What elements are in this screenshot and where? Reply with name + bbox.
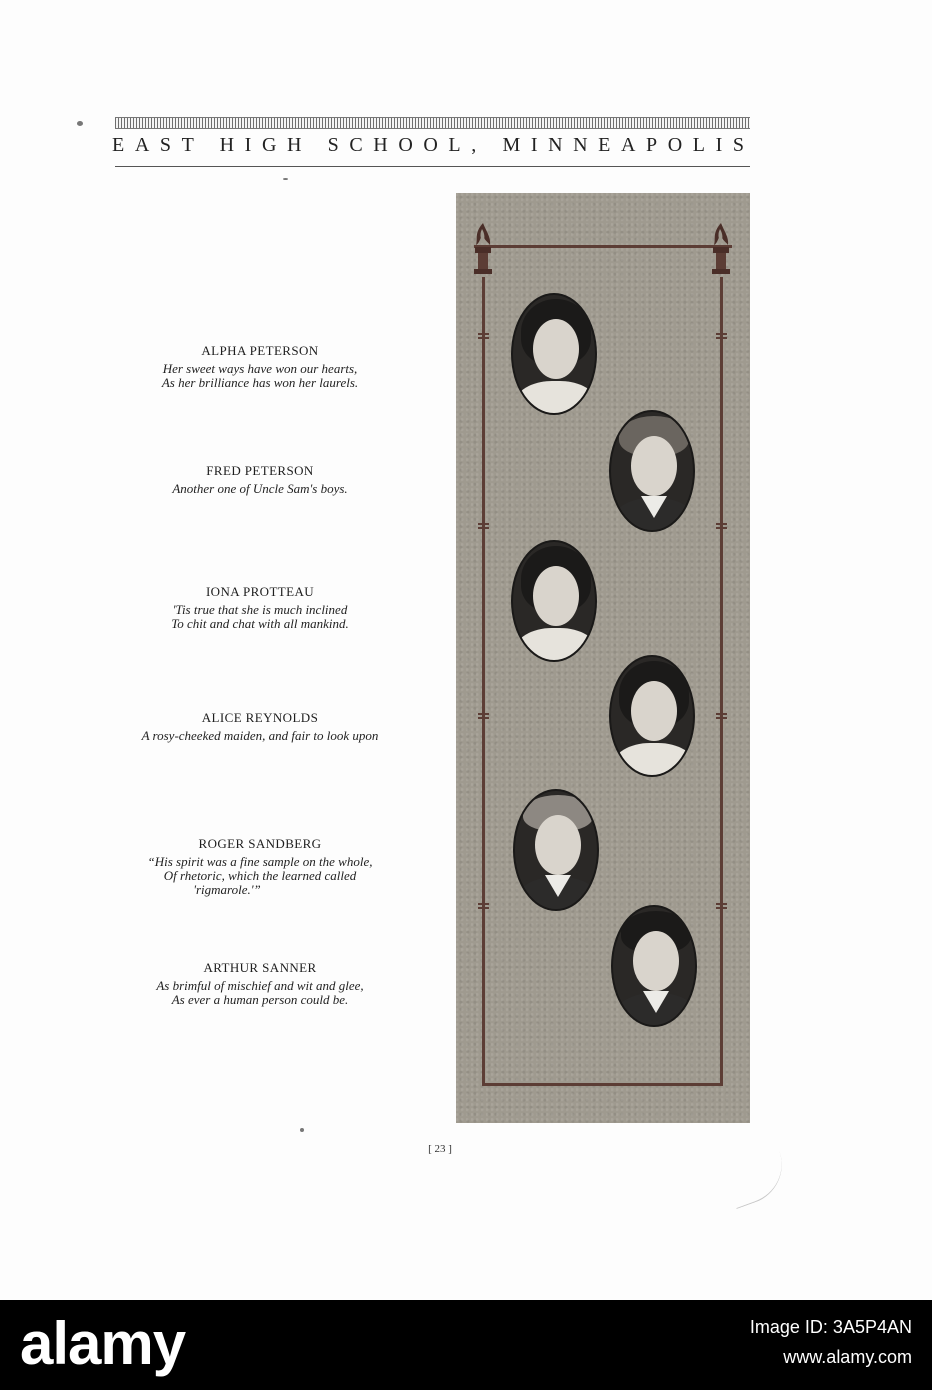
senior-verse bbox=[110, 729, 410, 743]
portrait-iona-protteau bbox=[511, 540, 597, 662]
ink-speck bbox=[300, 1128, 304, 1132]
frame-top-rule bbox=[474, 245, 732, 248]
verse-line: 'rigmarole.'” bbox=[193, 882, 261, 897]
frame-band bbox=[478, 333, 489, 339]
senior-verse bbox=[110, 855, 410, 897]
torch-icon bbox=[708, 221, 734, 275]
senior-name: IONA PROTTEAU bbox=[205, 584, 315, 599]
senior-name: ROGER SANDBERG bbox=[198, 836, 322, 851]
verse-line: 'Tis true that she is much inclined bbox=[172, 602, 348, 617]
senior-entry bbox=[110, 960, 410, 1007]
frame-bottom-rule bbox=[482, 1083, 723, 1086]
header-rule bbox=[115, 166, 750, 167]
portrait-body bbox=[515, 628, 597, 662]
verse-line: A rosy-cheeked maiden, and fair to look upon bbox=[141, 728, 379, 743]
frame-band bbox=[716, 713, 727, 719]
frame-band bbox=[478, 903, 489, 909]
frame-right-rule bbox=[720, 277, 723, 1083]
verse-line: Of rhetoric, which the learned called bbox=[163, 868, 357, 883]
portrait-fred-peterson bbox=[609, 410, 695, 532]
stock-watermark-banner bbox=[0, 1300, 932, 1390]
stock-url: www.alamy.com bbox=[783, 1347, 912, 1367]
running-head: EAST HIGH SCHOOL, MINNEAPOLIS bbox=[112, 134, 755, 156]
frame-band bbox=[478, 713, 489, 719]
frame-band bbox=[716, 903, 727, 909]
portrait-body bbox=[613, 743, 695, 777]
senior-entry bbox=[110, 710, 410, 743]
verse-line: Her sweet ways have won our hearts, bbox=[162, 361, 358, 376]
portrait-body bbox=[515, 381, 597, 415]
torch-icon bbox=[470, 221, 496, 275]
senior-name: ALICE REYNOLDS bbox=[201, 710, 319, 725]
verse-line: As ever a human person could be. bbox=[171, 992, 349, 1007]
verse-line: Another one of Uncle Sam's boys. bbox=[172, 481, 348, 496]
portrait-panel bbox=[456, 193, 750, 1123]
senior-name: ALPHA PETERSON bbox=[201, 343, 319, 358]
portrait-alice-reynolds bbox=[609, 655, 695, 777]
ink-speck bbox=[77, 121, 83, 126]
portrait-face bbox=[633, 931, 679, 991]
ink-speck bbox=[283, 178, 288, 180]
frame-band bbox=[478, 523, 489, 529]
header-ornamental-bar bbox=[115, 117, 750, 129]
frame-band bbox=[716, 523, 727, 529]
stock-info bbox=[750, 1316, 912, 1370]
senior-name: ARTHUR SANNER bbox=[203, 960, 317, 975]
portrait-face bbox=[533, 566, 579, 626]
alamy-logo: alamy bbox=[20, 1310, 186, 1377]
portrait-alpha-peterson bbox=[511, 293, 597, 415]
senior-entry bbox=[110, 836, 410, 897]
portrait-face bbox=[631, 681, 677, 741]
verse-line: “His spirit was a fine sample on the whole, bbox=[147, 854, 373, 869]
senior-entry bbox=[110, 584, 410, 631]
senior-verse bbox=[110, 362, 410, 390]
senior-entry bbox=[110, 463, 410, 496]
verse-line: To chit and chat with all mankind. bbox=[171, 616, 349, 631]
frame-band bbox=[716, 333, 727, 339]
scan-mark bbox=[723, 1151, 793, 1209]
senior-name: FRED PETERSON bbox=[206, 463, 314, 478]
senior-verse bbox=[110, 482, 410, 496]
portrait-roger-sandberg bbox=[513, 789, 599, 911]
senior-verse bbox=[110, 603, 410, 631]
page-number: [ 23 ] bbox=[428, 1143, 452, 1155]
portrait-face bbox=[535, 815, 581, 875]
portrait-face bbox=[533, 319, 579, 379]
portrait-face bbox=[631, 436, 677, 496]
verse-line: As brimful of mischief and wit and glee, bbox=[156, 978, 364, 993]
image-id: Image ID: 3A5P4AN bbox=[749, 1317, 912, 1337]
portrait-arthur-sanner bbox=[611, 905, 697, 1027]
verse-line: As her brilliance has won her laurels. bbox=[161, 375, 359, 390]
frame-left-rule bbox=[482, 277, 485, 1083]
senior-verse bbox=[110, 979, 410, 1007]
senior-entry bbox=[110, 343, 410, 390]
